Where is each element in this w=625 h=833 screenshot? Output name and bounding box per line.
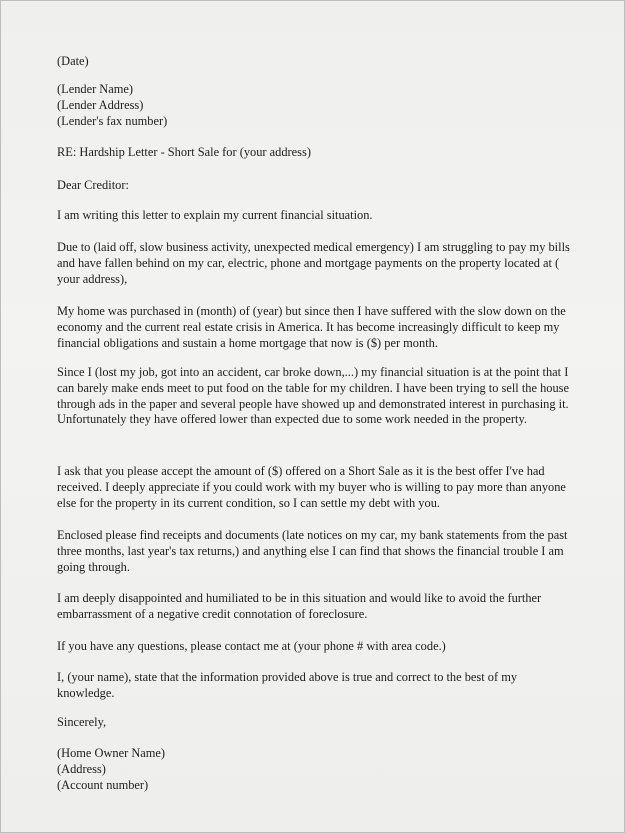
- paragraph-enclosures: Enclosed please find receipts and documents (late notices on my car, my bank statements from the past three months, last year's tax returns,) and anything else I can find that shows the financial trouble I am going through.: [57, 528, 568, 574]
- paragraph-short-sale-request: I ask that you please accept the amount of ($) offered on a Short Sale as it is the best offer I've had received. I deeply appreciate if you could work with my buyer who is willing to pay more than anyone else for the property in its current condition, so I can settle my debt with you.: [57, 464, 566, 510]
- paragraph-financial-situation: Since I (lost my job, got into an accident, car broke down,...) my financial situation is at the point that I can barely make ends meet to put food on the table for my children. I have been trying to sell the house through ads in the paper and several people have showed up and demonstrated interest in purchasing it. Unfortunately they have offered lower than expected due to some work needed in the property.: [57, 365, 569, 427]
- lender-address: (Lender Address): [57, 98, 144, 112]
- owner-account-number: (Account number): [57, 778, 149, 792]
- lender-name: (Lender Name): [57, 82, 134, 96]
- paragraph-contact: If you have any questions, please contact me at (your phone # with area code.): [57, 639, 446, 653]
- paragraph-intro: I am writing this letter to explain my current financial situation.: [57, 208, 373, 222]
- paragraph-hardship-cause: Due to (laid off, slow business activity, unexpected medical emergency) I am struggling to pay my bills and have fallen behind on my car, electric, phone and mortgage payments on the property located at ( your address),: [57, 240, 570, 286]
- paragraph-attestation: I, (your name), state that the information provided above is true and correct to the best of my knowledge.: [57, 670, 518, 700]
- lender-fax: (Lender's fax number): [57, 114, 168, 128]
- letter-closing: Sincerely,: [57, 715, 107, 729]
- letter-subject: RE: Hardship Letter - Short Sale for (your address): [57, 145, 311, 159]
- paragraph-disappointment: I am deeply disappointed and humiliated to be in this situation and would like to avoid the further embarrassment of a negative credit connotation of foreclosure.: [57, 591, 542, 621]
- paragraph-home-purchase: My home was purchased in (month) of (year) but since then I have suffered with the slow down on the economy and the current real estate crisis in America. It has become increasingly difficult to keep my financial obligations and sustain a home mortgage that now is ($) per month.: [57, 304, 566, 350]
- letter-salutation: Dear Creditor:: [57, 178, 129, 192]
- owner-address: (Address): [57, 762, 106, 776]
- owner-name: (Home Owner Name): [57, 746, 166, 760]
- letter-date: (Date): [57, 54, 89, 68]
